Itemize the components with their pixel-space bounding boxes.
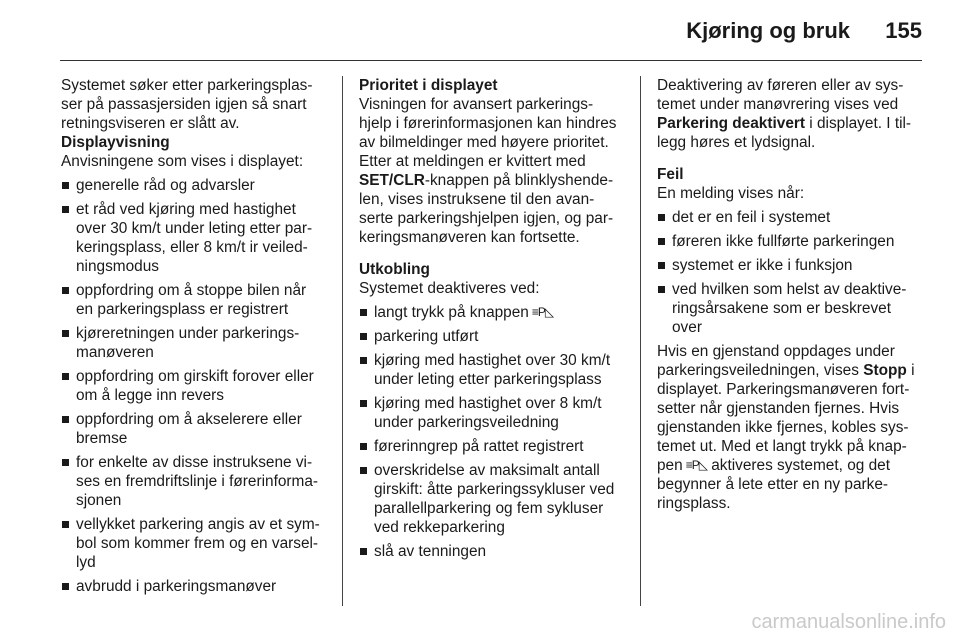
display-heading: Displayvisning xyxy=(61,134,170,151)
list-item: førerinngrep på rattet registrert xyxy=(359,437,625,456)
obstacle-paragraph xyxy=(657,342,923,513)
set-clr-label: SET/CLR xyxy=(359,172,425,189)
list-item: slå av tenningen xyxy=(359,542,625,561)
priority-paragraph xyxy=(359,95,625,247)
error-intro: En melding vises når: xyxy=(657,185,805,202)
off-heading: Utkobling xyxy=(359,261,430,278)
list-item: generelle råd og advarsler xyxy=(61,176,327,195)
obstacle-text-2: i displayet. Parkeringsmanøveren fort-setter når gjenstanden fjernes. Hvis gjenstanden ikke fjernes, kobles sys-temet ut. Med et langt trykk på knap-pen xyxy=(657,362,915,474)
list-item: oppfordring om girskift forover eller om å legge inn revers xyxy=(61,367,327,405)
priority-text-2: -knappen på blinklyshende-len, vises instruksene til den avan-serte parkeringshjelpen igjen, og par-keringsmanøveren kan fortsette. xyxy=(359,172,614,246)
off-list xyxy=(359,303,625,561)
list-item: et råd ved kjøring med hastighet over 30 km/t under leting etter par-keringsplass, eller 8 km/t ir veiled-ningsmodus xyxy=(61,200,327,276)
priority-text-1: Visningen for avansert parkerings-hjelp i førerinformasjonen kan hindres av bilmeldinger med høyere prioritet. Etter at meldingen er kvittert med xyxy=(359,96,617,170)
error-list xyxy=(657,208,923,337)
list-item: systemet er ikke i funksjon xyxy=(657,256,923,275)
off-item-text: langt trykk på knappen xyxy=(374,304,529,321)
intro-paragraph: Systemet søker etter parkeringsplas-ser på passasjersiden igjen så snart retningsviseren er slått av. xyxy=(61,77,313,132)
page-number: 155 xyxy=(885,18,922,43)
list-item: vellykket parkering angis av et sym-bol som kommer frem og en varsel-lyd xyxy=(61,515,327,572)
deactivation-paragraph xyxy=(657,76,923,152)
list-item: avbrudd i parkeringsmanøver xyxy=(61,577,327,596)
list-item: overskridelse av maksimalt antall girskift: åtte parkeringssykluser ved parallellparkering og fem sykluser ved rekkeparkering xyxy=(359,461,625,537)
park-assist-icon: ≡P◺ xyxy=(531,305,554,319)
error-heading: Feil xyxy=(657,166,684,183)
display-list xyxy=(61,176,327,596)
list-item: kjøreretningen under parkerings-manøveren xyxy=(61,324,327,362)
obstacle-text-1: Hvis en gjenstand oppdages under parkeringsveiledningen, vises xyxy=(657,343,895,379)
parking-deactivated-label: Parkering deaktivert xyxy=(657,115,805,132)
list-item: ved hvilken som helst av deaktive-ringsårsakene som er beskrevet over xyxy=(657,280,923,337)
page-title: Kjøring og bruk xyxy=(686,18,850,43)
deact-text-2: i displayet. I til-legg høres et lydsignal. xyxy=(657,115,912,151)
page-header xyxy=(0,0,960,62)
list-item: for enkelte av disse instruksene vi-ses en fremdriftslinje i førerinforma-sjonen xyxy=(61,453,327,510)
display-intro: Anvisningene som vises i displayet: xyxy=(61,153,304,170)
list-item xyxy=(359,303,625,322)
list-item: kjøring med hastighet over 30 km/t under leting etter parkeringsplass xyxy=(359,351,625,389)
list-item: det er en feil i systemet xyxy=(657,208,923,227)
column-1 xyxy=(61,76,327,596)
park-assist-icon: ≡P◺ xyxy=(685,458,707,472)
deact-text-1: Deaktivering av føreren eller av sys-temet under manøvrering vises ved xyxy=(657,77,904,113)
obstacle-text-3: aktiveres systemet, og det begynner å lete etter en ny parke-ringsplass. xyxy=(657,457,890,512)
list-item: kjøring med hastighet over 8 km/t under parkeringsveiledning xyxy=(359,394,625,432)
list-item: føreren ikke fullførte parkeringen xyxy=(657,232,923,251)
column-3 xyxy=(657,76,923,513)
list-item: oppfordring om å akselerere eller bremse xyxy=(61,410,327,448)
column-2 xyxy=(359,76,625,561)
header-rule xyxy=(60,60,922,61)
priority-heading: Prioritet i displayet xyxy=(359,77,498,94)
off-intro: Systemet deaktiveres ved: xyxy=(359,280,540,297)
list-item: parkering utført xyxy=(359,327,625,346)
stop-label: Stopp xyxy=(863,362,907,379)
column-divider-2 xyxy=(640,76,641,606)
column-divider-1 xyxy=(342,76,343,606)
list-item: oppfordring om å stoppe bilen når en parkeringsplass er registrert xyxy=(61,281,327,319)
watermark: carmanualsonline.info xyxy=(751,611,946,633)
